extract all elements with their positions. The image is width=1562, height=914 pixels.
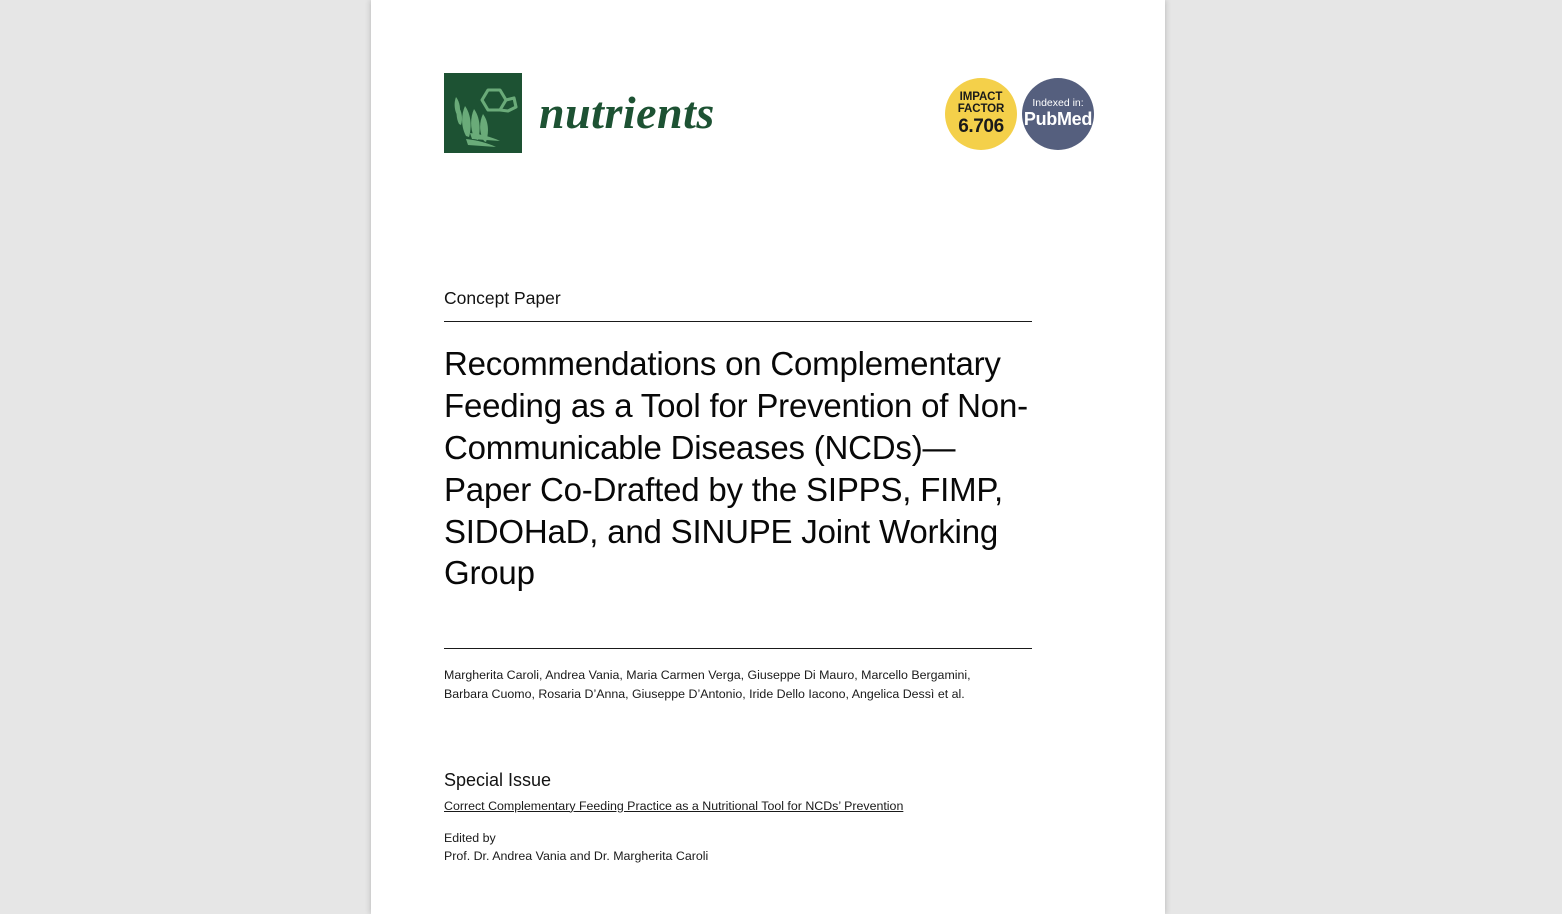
journal-name: nutrients <box>539 87 715 138</box>
impact-factor-badge <box>945 78 1017 150</box>
paper-page <box>371 0 1165 914</box>
article-authors: Margherita Caroli, Andrea Vania, Maria Carmen Verga, Giuseppe Di Mauro, Marcello Bergamini, Barbara Cuomo, Rosaria D’Anna, Giuseppe D’Antonio, Iride Dello Iacono, Angelica Dessì et al. <box>444 668 971 701</box>
edited-by-label: Edited by <box>444 830 496 845</box>
article-type: Concept Paper <box>444 288 561 308</box>
wheat-molecule-logo-icon <box>444 73 522 153</box>
impact-factor-line-2: FACTOR <box>957 103 1005 116</box>
special-issue-editors <box>444 829 1032 866</box>
divider-top <box>444 321 1032 322</box>
pubmed-indexed-badge <box>1022 78 1094 150</box>
journal-brand <box>444 73 715 153</box>
impact-factor-value: 6.706 <box>958 115 1004 137</box>
special-issue-link[interactable]: Correct Complementary Feeding Practice as a Nutritional Tool for NCDs’ Prevention <box>444 798 904 813</box>
pubmed-name: PubMed <box>1023 109 1093 130</box>
article-header <box>444 288 1032 703</box>
special-issue-heading: Special Issue <box>444 770 552 790</box>
divider-bottom <box>444 648 1032 649</box>
impact-factor-line-1: IMPACT <box>959 90 1003 103</box>
editor-names: Prof. Dr. Andrea Vania and Dr. Margherita Caroli <box>444 849 709 864</box>
pubmed-indexed-label: Indexed in: <box>1032 97 1084 110</box>
journal-badges <box>945 78 1094 150</box>
article-title: Recommendations on Complementary Feeding as a Tool for Prevention of Non-Communicable Diseases (NCDs)—Paper Co-Drafted by the SIPPS, FIMP, SIDOHaD, and SINUPE Joint Working Group <box>444 344 1028 592</box>
journal-masthead <box>444 73 1094 155</box>
special-issue-section <box>444 770 1032 866</box>
